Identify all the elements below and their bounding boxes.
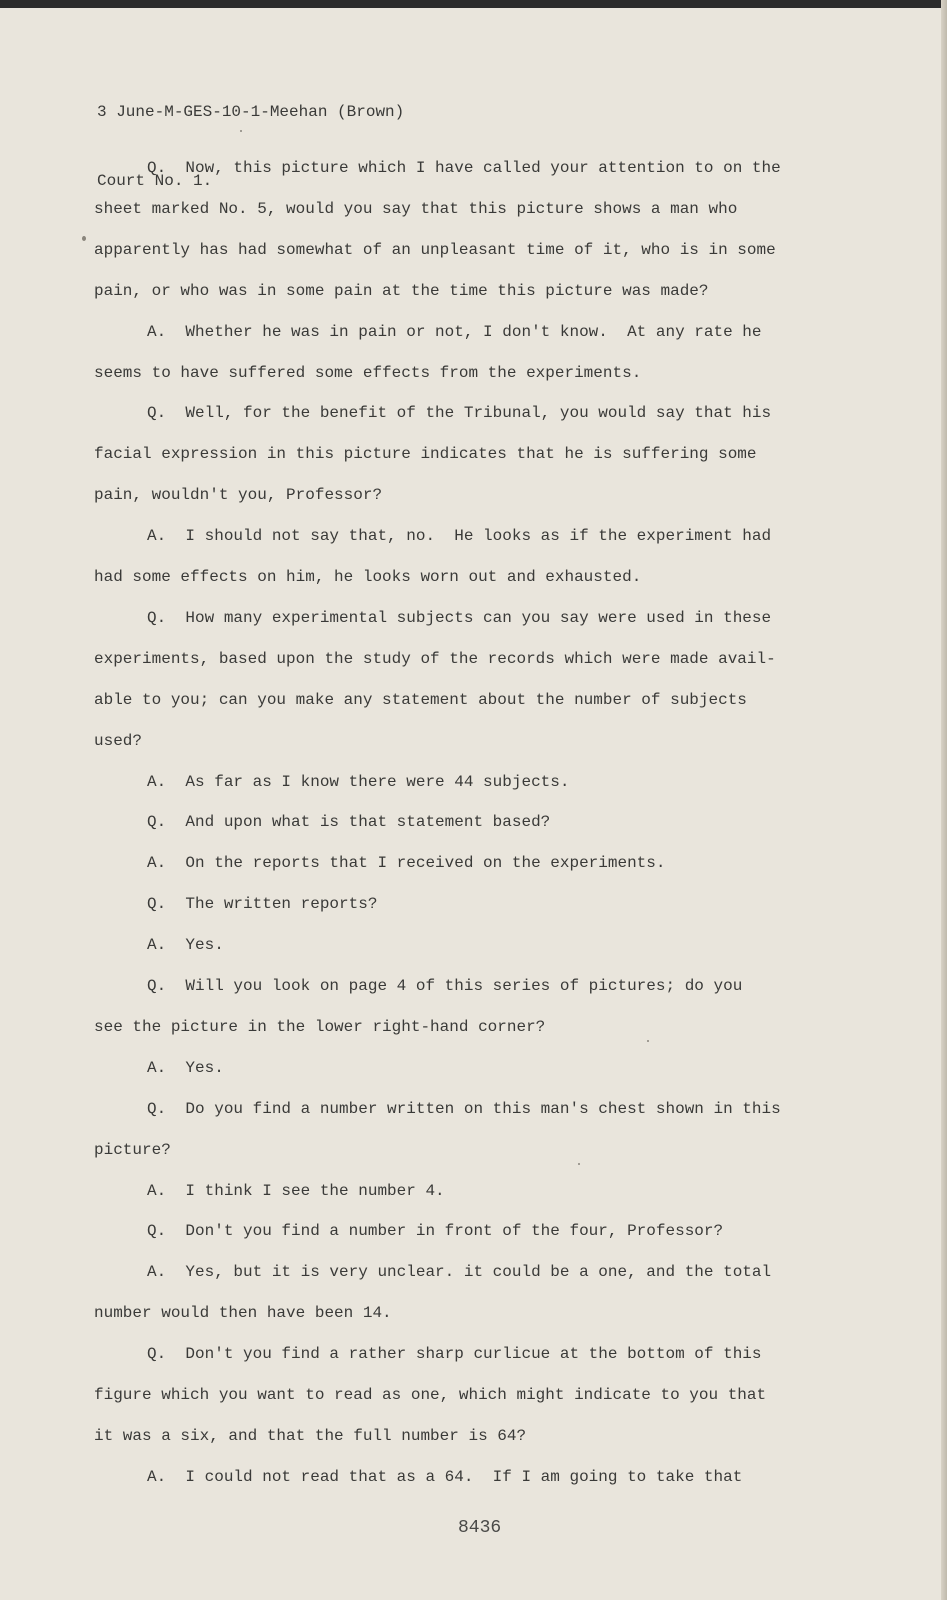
transcript-line: A. I think I see the number 4.: [147, 1181, 445, 1200]
page-number: 8436: [458, 1518, 502, 1538]
paper-speck: [647, 1040, 649, 1042]
transcript-line: A. Yes, but it is very unclear. it could be a one, and the total: [147, 1263, 772, 1282]
transcript-line: used?: [94, 731, 143, 750]
transcript-line: Q. Don't you find a rather sharp curlicue at the bottom of this: [147, 1345, 762, 1364]
transcript-line: A. I should not say that, no. He looks as if the experiment had: [147, 527, 772, 546]
transcript-line: A. As far as I know there were 44 subjects.: [147, 772, 570, 791]
transcript-line: sheet marked No. 5, would you say that this picture shows a man who: [94, 199, 738, 218]
header-court-number: Court No. 1.: [97, 172, 213, 190]
transcript-line: A. On the reports that I received on the experiments.: [147, 854, 666, 873]
paper-speck: [240, 130, 242, 132]
transcript-line: Q. Do you find a number written on this man's chest shown in this: [147, 1099, 781, 1118]
transcript-line: A. Whether he was in pain or not, I don't know. At any rate he: [147, 322, 762, 341]
transcript-line: A. Yes.: [147, 936, 224, 955]
transcript-line: Q. Well, for the benefit of the Tribunal, you would say that his: [147, 404, 772, 423]
transcript-line: figure which you want to read as one, which might indicate to you that: [94, 1386, 767, 1404]
transcript-line: see the picture in the lower right-hand corner?: [94, 1017, 546, 1036]
transcript-line: seems to have suffered some effects from the experiments.: [94, 363, 642, 382]
paper-speck: [82, 236, 86, 241]
transcript-line: experiments, based upon the study of the records which were made avail-: [94, 649, 776, 668]
paper-speck: [578, 1163, 580, 1165]
transcript-line: Q. Don't you find a number in front of the four, Professor?: [147, 1222, 724, 1241]
transcript-line: it was a six, and that the full number is 64?: [94, 1426, 527, 1445]
transcript-line: Q. And upon what is that statement based?: [147, 813, 551, 832]
transcript-line: Q. How many experimental subjects can you say were used in these: [147, 608, 772, 627]
transcript-line: A. I could not read that as a 64. If I am going to take that: [147, 1467, 743, 1486]
transcript-line: pain, or who was in some pain at the time this picture was made?: [94, 281, 709, 300]
transcript-line: picture?: [94, 1140, 171, 1159]
transcript-line: pain, wouldn't you, Professor?: [94, 486, 383, 505]
transcript-line: Q. Now, this picture which I have called your attention to on the: [147, 159, 781, 177]
transcript-line: Q. Will you look on page 4 of this series of pictures; do you: [147, 977, 743, 995]
transcript-line: number would then have been 14.: [94, 1304, 392, 1323]
transcript-line: A. Yes.: [147, 1058, 224, 1077]
transcript-line: facial expression in this picture indicates that he is suffering some: [94, 445, 757, 464]
transcript-line: Q. The written reports?: [147, 895, 378, 914]
transcript-line: able to you; can you make any statement about the number of subjects: [94, 690, 747, 709]
transcript-line: had some effects on him, he looks worn out and exhausted.: [94, 568, 642, 586]
transcript-line: apparently has had somewhat of an unpleasant time of it, who is in some: [94, 240, 776, 259]
header-case-reference: 3 June-M-GES-10-1-Meehan (Brown): [97, 103, 405, 121]
